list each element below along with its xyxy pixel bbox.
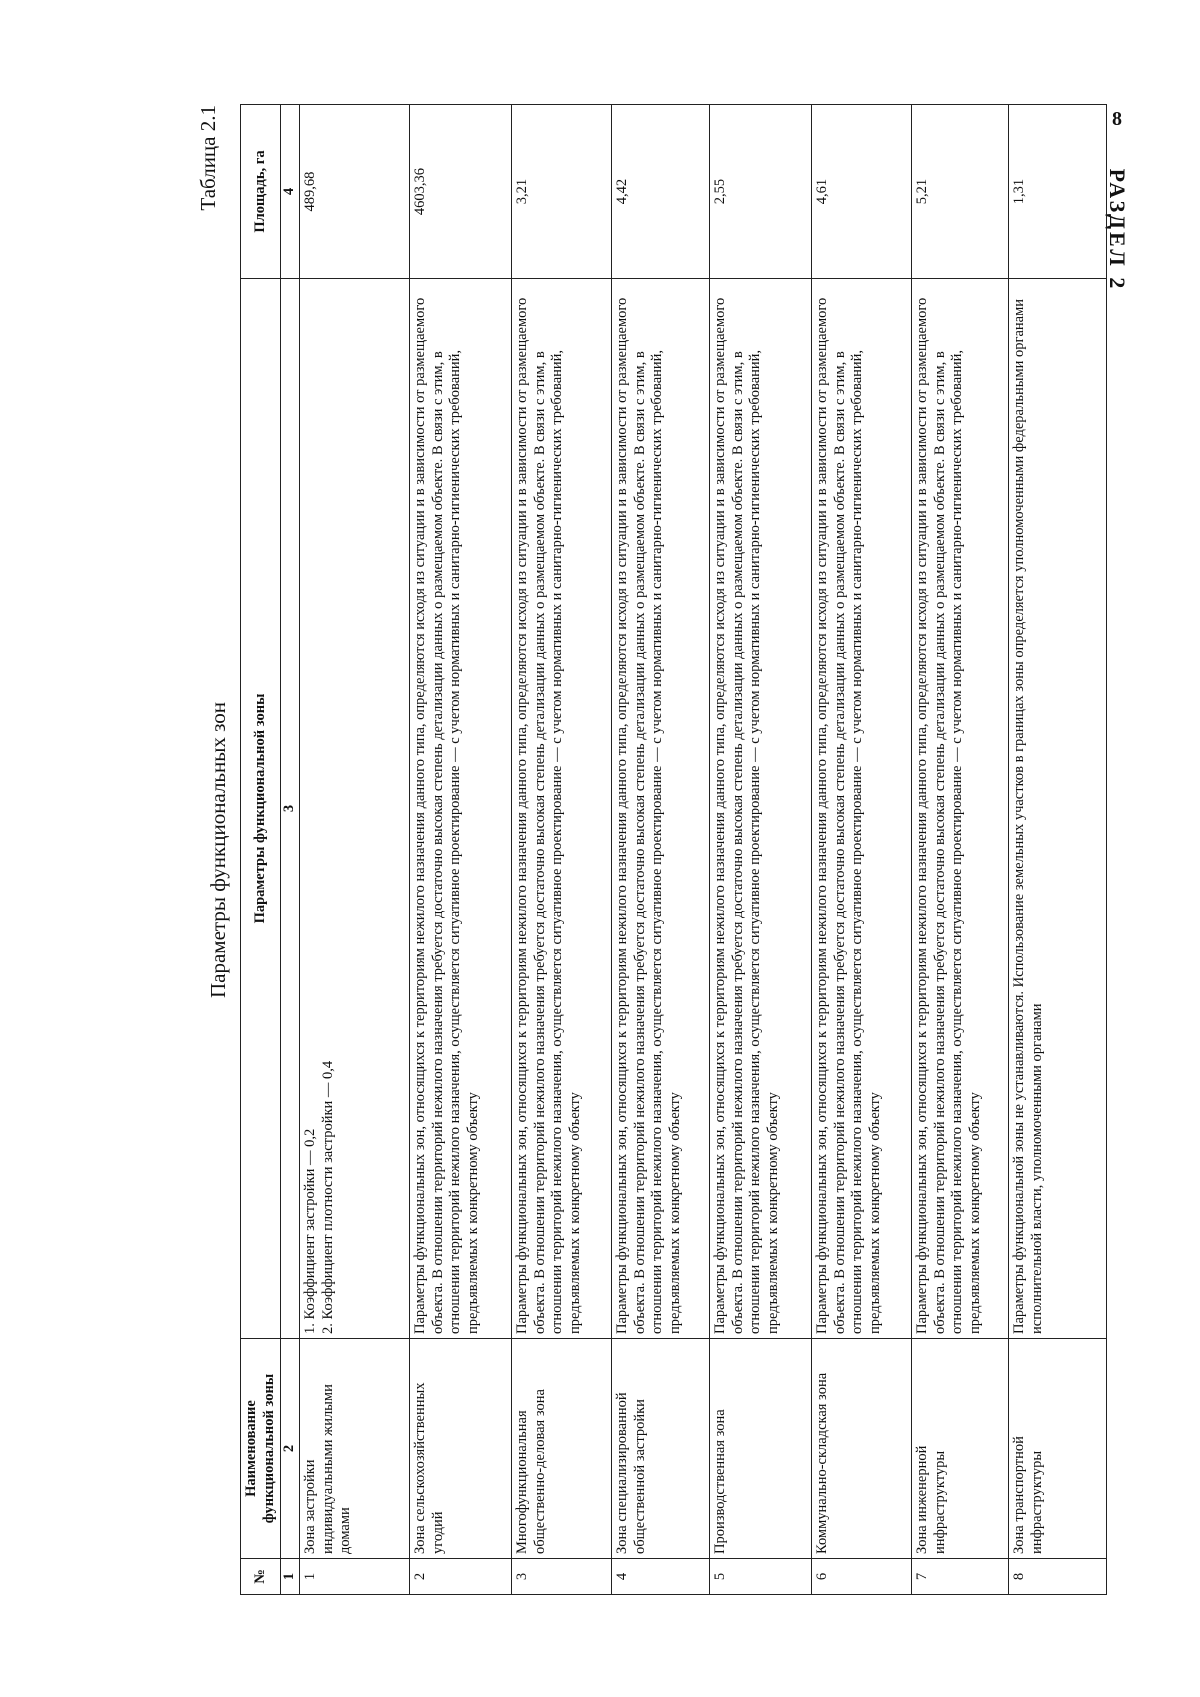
zone-area: 1,31	[1009, 105, 1107, 279]
zone-area: 489,68	[300, 105, 410, 279]
table-row	[612, 105, 710, 1595]
zone-area: 4,42	[612, 105, 710, 279]
row-number: 5	[710, 1559, 812, 1595]
table-row	[710, 105, 812, 1595]
row-number: 3	[512, 1559, 612, 1595]
column-number: 1	[281, 1559, 300, 1595]
zone-area: 4,61	[812, 105, 912, 279]
page-number: 8	[1112, 108, 1122, 130]
table-title: Параметры функциональных зон	[206, 701, 230, 999]
table-row	[812, 105, 912, 1595]
header-row	[241, 105, 281, 1595]
rotated-table-page	[196, 105, 1090, 1595]
zone-name: Многофункциональная общественно-деловая зона	[512, 1339, 612, 1559]
zone-params: Параметры функциональных зон, относящихся к территориям нежилого назначения данного типа, определяются исходя из ситуации и в зависимости от размещаемого объекта. В отношении территорий нежилого назначения требуется достаточно высокая степень детализации данных о размещаемом объекте. В связи с этим, в отношении территорий нежилого назначения, осуществляется ситуативное проектирование — с учетом нормативных и санитарно-гигиенических требований, предъявляемых к конкретному объекту	[912, 279, 1009, 1339]
functional-zones-table	[240, 104, 1107, 1595]
column-number: 2	[281, 1339, 300, 1559]
header-zone-params: Параметры функциональной зоны	[241, 279, 281, 1339]
zone-area: 4603,36	[410, 105, 512, 279]
zone-name: Производственная зона	[710, 1339, 812, 1559]
row-number: 1	[300, 1559, 410, 1595]
zone-params: Параметры функциональных зон, относящихся к территориям нежилого назначения данного типа, определяются исходя из ситуации и в зависимости от размещаемого объекта. В отношении территорий нежилого назначения требуется достаточно высокая степень детализации данных о размещаемом объекте. В связи с этим, в отношении территорий нежилого назначения, осуществляется ситуативное проектирование — с учетом нормативных и санитарно-гигиенических требований, предъявляемых к конкретному объекту	[410, 279, 512, 1339]
zone-name: Зона застройки индивидуальными жилыми домами	[300, 1339, 410, 1559]
table-row	[912, 105, 1009, 1595]
table-caption: Таблица 2.1	[196, 105, 220, 211]
row-number: 6	[812, 1559, 912, 1595]
zone-params: Параметры функциональных зон, относящихся к территориям нежилого назначения данного типа, определяются исходя из ситуации и в зависимости от размещаемого объекта. В отношении территорий нежилого назначения требуется достаточно высокая степень детализации данных о размещаемом объекте. В связи с этим, в отношении территорий нежилого назначения, осуществляется ситуативное проектирование — с учетом нормативных и санитарно-гигиенических требований, предъявляемых к конкретному объекту	[612, 279, 710, 1339]
table-row	[410, 105, 512, 1595]
table-body	[300, 105, 1107, 1595]
row-number: 2	[410, 1559, 512, 1595]
table-row	[300, 105, 410, 1595]
zone-params: Параметры функциональных зон, относящихся к территориям нежилого назначения данного типа, определяются исходя из ситуации и в зависимости от размещаемого объекта. В отношении территорий нежилого назначения требуется достаточно высокая степень детализации данных о размещаемом объекте. В связи с этим, в отношении территорий нежилого назначения, осуществляется ситуативное проектирование — с учетом нормативных и санитарно-гигиенических требований, предъявляемых к конкретному объекту	[812, 279, 912, 1339]
row-number: 4	[612, 1559, 710, 1595]
zone-area: 3,21	[512, 105, 612, 279]
zone-params: Параметры функциональной зоны не устанавливаются. Использование земельных участков в границах зоны определяется уполномоченными федеральными органами исполнительной власти, уполномоченными органами	[1009, 279, 1107, 1339]
zone-params: 1. Коэффициент застройки — 0,2 2. Коэффициент плотности застройки — 0,4	[300, 279, 410, 1339]
zone-name: Коммунально-складская зона	[812, 1339, 912, 1559]
row-number: 8	[1009, 1559, 1107, 1595]
header-number: №	[241, 1559, 281, 1595]
zone-area: 5,21	[912, 105, 1009, 279]
zone-name: Зона специализированной общественной застройки	[612, 1339, 710, 1559]
zone-name: Зона сельскохозяйственных угодий	[410, 1339, 512, 1559]
table-row	[512, 105, 612, 1595]
row-number: 7	[912, 1559, 1009, 1595]
table-row	[1009, 105, 1107, 1595]
header-zone-name: Наименование функциональной зоны	[241, 1339, 281, 1559]
column-number-row	[281, 105, 300, 1595]
section-label: РАЗДЕЛ 2	[1105, 168, 1130, 292]
zone-area: 2,55	[710, 105, 812, 279]
header-area: Площадь, га	[241, 105, 281, 279]
zone-params: Параметры функциональных зон, относящихся к территориям нежилого назначения данного типа, определяются исходя из ситуации и в зависимости от размещаемого объекта. В отношении территорий нежилого назначения требуется достаточно высокая степень детализации данных о размещаемом объекте. В связи с этим, в отношении территорий нежилого назначения, осуществляется ситуативное проектирование — с учетом нормативных и санитарно-гигиенических требований, предъявляемых к конкретному объекту	[512, 279, 612, 1339]
column-number: 3	[281, 279, 300, 1339]
zone-name: Зона транспортной инфраструктуры	[1009, 1339, 1107, 1559]
zone-name: Зона инженерной инфраструктуры	[912, 1339, 1009, 1559]
zone-params: Параметры функциональных зон, относящихся к территориям нежилого назначения данного типа, определяются исходя из ситуации и в зависимости от размещаемого объекта. В отношении территорий нежилого назначения требуется достаточно высокая степень детализации данных о размещаемом объекте. В связи с этим, в отношении территорий нежилого назначения, осуществляется ситуативное проектирование — с учетом нормативных и санитарно-гигиенических требований, предъявляемых к конкретному объекту	[710, 279, 812, 1339]
column-number: 4	[281, 105, 300, 279]
